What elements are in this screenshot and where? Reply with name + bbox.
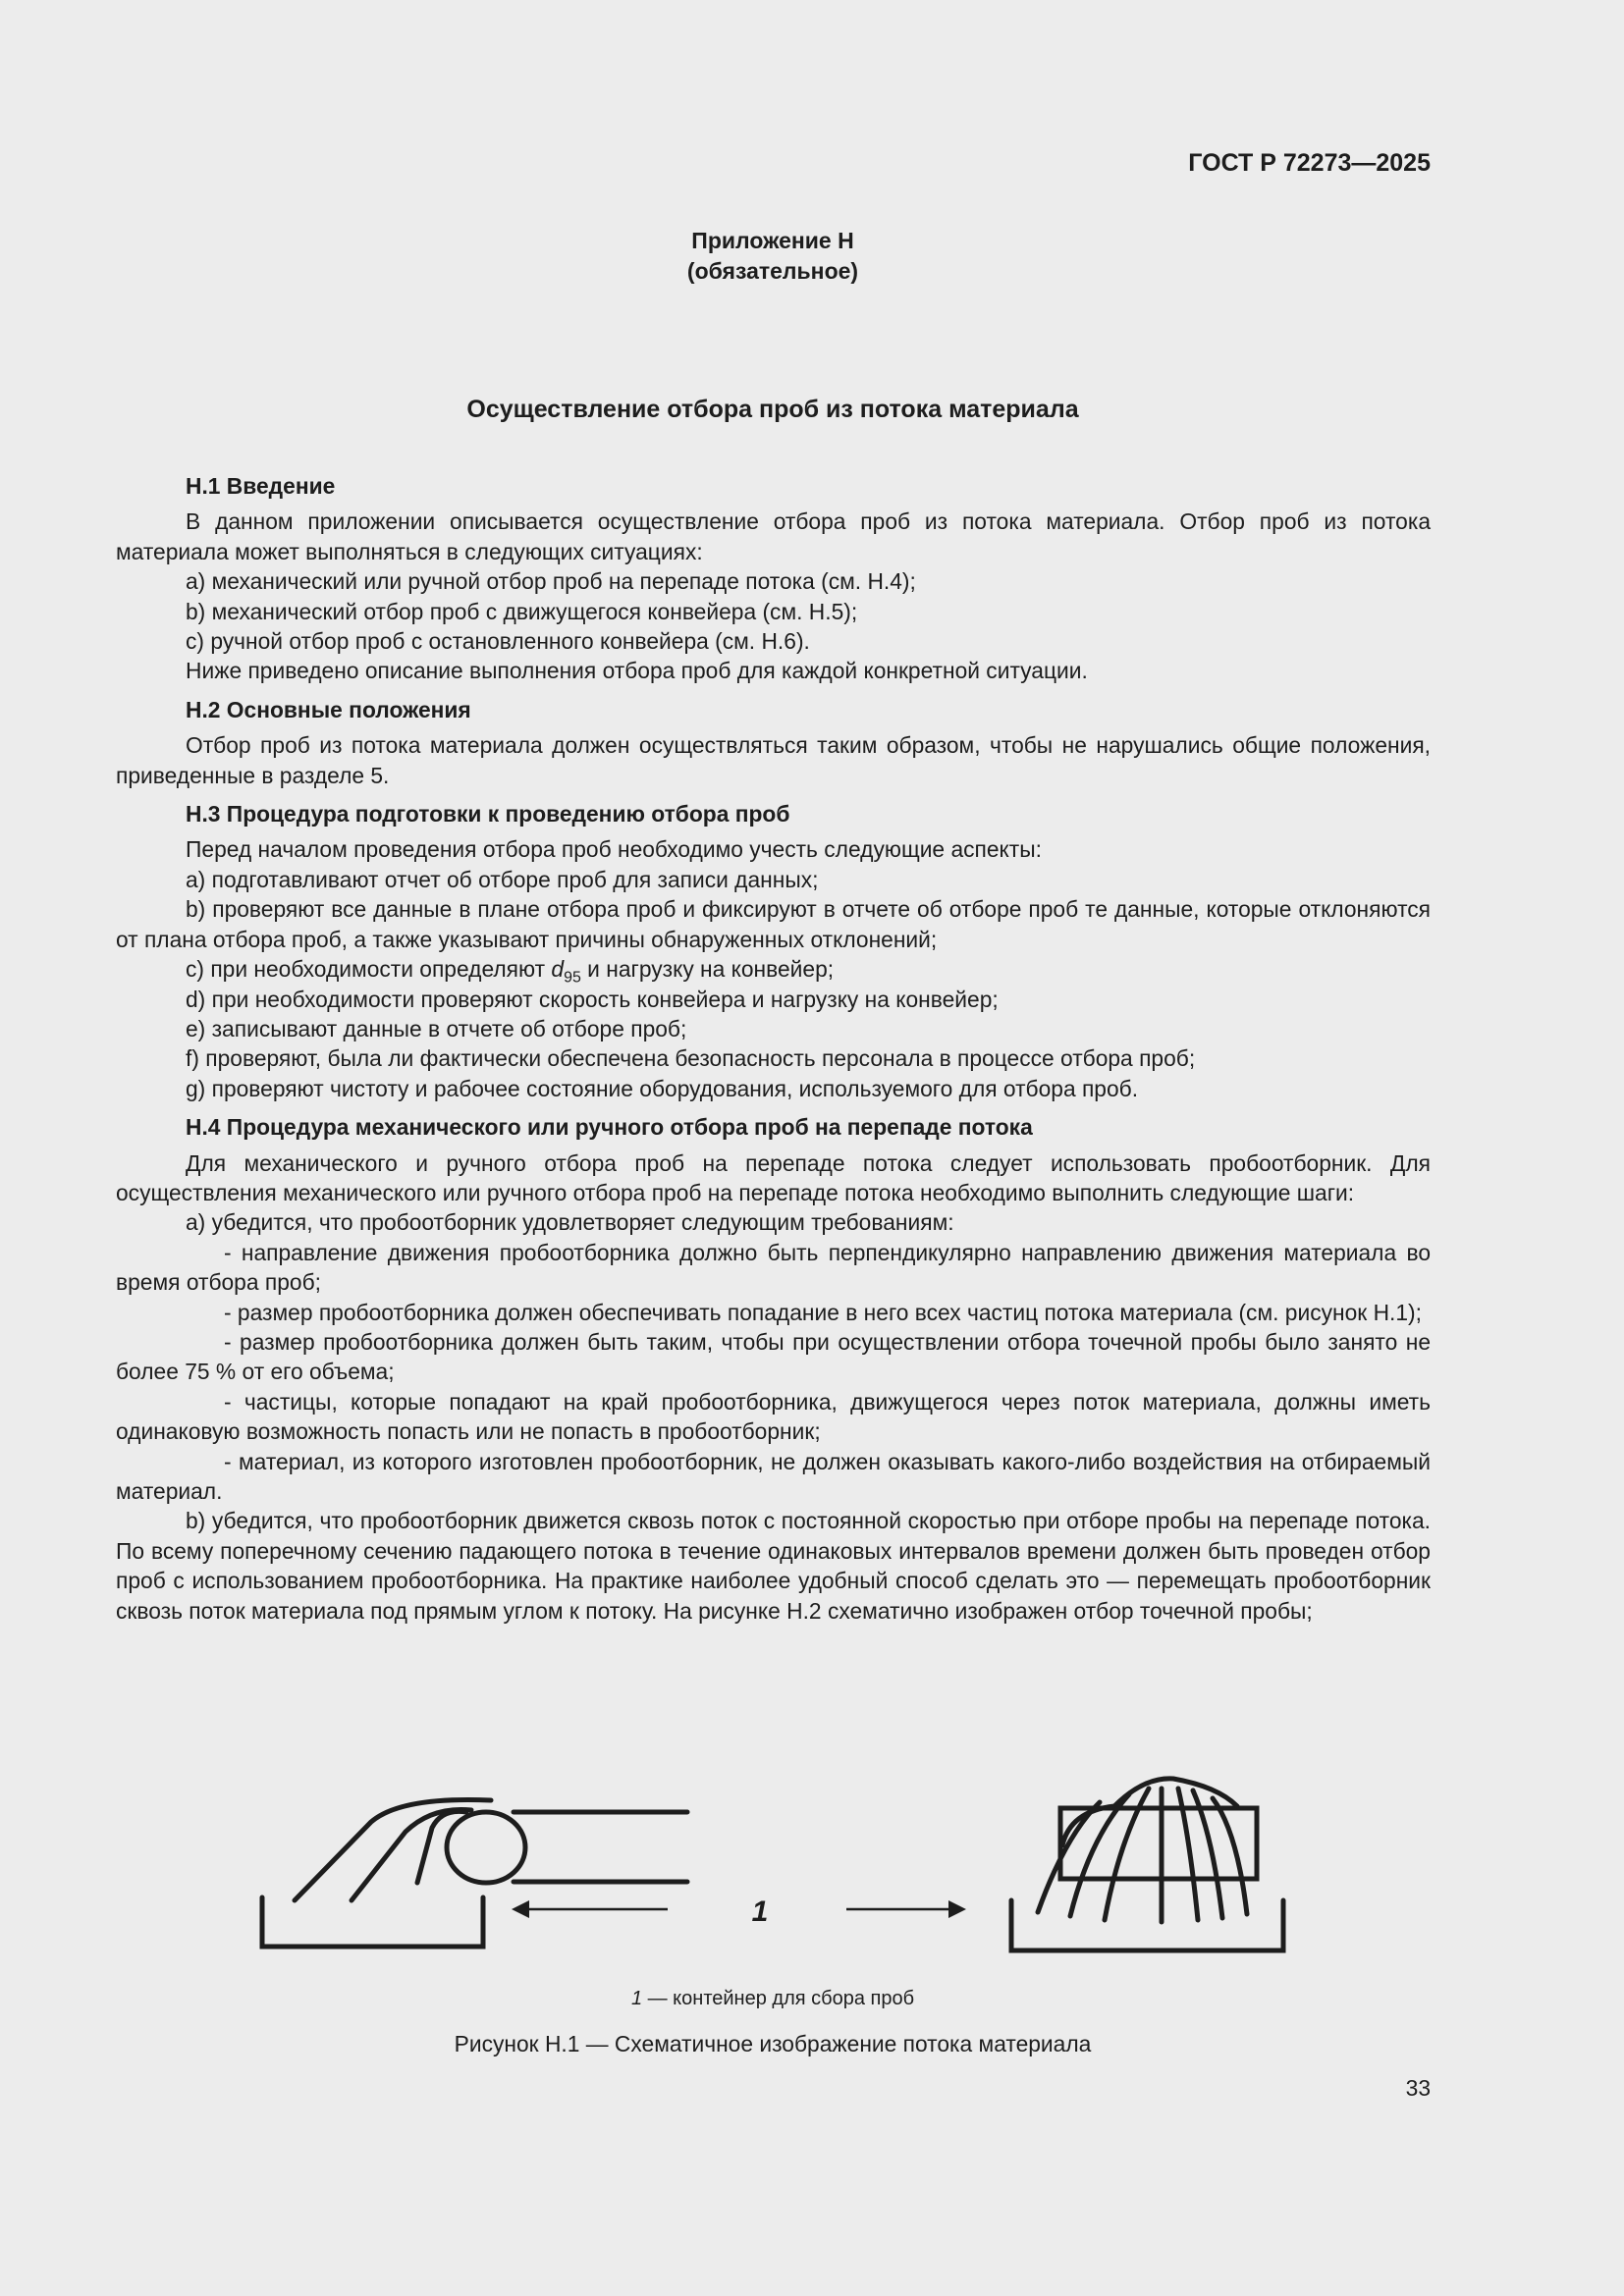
- list-item-text: c) при необходимости определяют: [186, 956, 552, 983]
- appendix-title: Приложение Н: [691, 228, 854, 253]
- list-item: b) проверяют все данные в плане отбора проб и фиксируют в отчете об отборе проб те данные, которые отклоняются от плана отбора проб, а также указывают причины обнаруженных отклонений;: [116, 896, 1431, 952]
- list-item-text: и нагрузку на конвейер;: [580, 956, 835, 983]
- dash-item: - частицы, которые попадают на край пробоотборника, движущегося через поток материала, должны иметь одинаковую возможность попасть или не попасть в пробоотборник;: [116, 1388, 1431, 1445]
- main-title: Осуществление отбора проб из потока материала: [466, 396, 1079, 423]
- section-heading-h2: Н.2 Основные положения: [186, 696, 471, 722]
- list-item: c) ручной отбор проб с остановленного конвейера (см. Н.6).: [186, 628, 810, 655]
- dash-item: - материал, из которого изготовлен пробоотборник, не должен оказывать какого-либо воздействия на отбираемый материал.: [116, 1448, 1431, 1504]
- list-item: [116, 954, 1431, 987]
- sampler-frame: [1060, 1808, 1257, 1879]
- arrow-right-head: [948, 1900, 966, 1918]
- figure-caption: Рисунок Н.1 — Схематичное изображение потока материала: [454, 2031, 1092, 2056]
- figure-material-flow: [245, 1757, 1316, 1973]
- document-body: [116, 471, 1431, 1626]
- paragraph: Для механического и ручного отбора проб на перепаде потока следует использовать пробоотборник. Для осуществления механического или ручного отбора проб на перепаде потока необходимо выполнить следующие шаги:: [116, 1149, 1431, 1205]
- dash-item: - размер пробоотборника должен обеспечивать попадание в него всех частиц потока материала (см. рисунок Н.1);: [224, 1299, 1422, 1325]
- section-heading-h3: Н.3 Процедура подготовки к проведению отбора проб: [186, 801, 790, 828]
- list-item: b) убедится, что пробоотборник движется сквозь поток с постоянной скоростью при отборе пробы на перепаде потока. По всему поперечному сечению падающего потока в течение одинаковых интервалов времени должен быть проведен отбор проб с использованием пробоотборника. На практике наиболее удобный способ сделать это — перемещать пробоотборник сквозь поток материала под прямым углом к потоку. На рисунке Н.2 схематично изображен отбор точечной пробы;: [116, 1508, 1431, 1624]
- list-item: e) записывают данные в отчете об отборе проб;: [186, 1015, 687, 1041]
- list-item: a) подготавливают отчет об отборе проб для записи данных;: [186, 866, 819, 892]
- conveyor-drum: [447, 1812, 525, 1883]
- figure-label: 1: [751, 1896, 769, 1928]
- appendix-status: (обязательное): [686, 258, 859, 284]
- legend-text: — контейнер для сбора проб: [642, 1988, 915, 2009]
- paragraph: Ниже приведено описание выполнения отбора проб для каждой конкретной ситуации.: [186, 658, 1088, 684]
- list-item: f) проверяют, была ли фактически обеспечена безопасность персонала в процессе отбора проб;: [186, 1045, 1196, 1072]
- list-item: a) механический или ручной отбор проб на перепаде потока (см. Н.4);: [186, 568, 916, 595]
- section-heading-h1: Н.1 Введение: [186, 473, 336, 499]
- figure-legend: [0, 1988, 1545, 2010]
- paragraph: В данном приложении описывается осуществление отбора проб из потока материала. Отбор проб из потока материала может выполняться в следующих ситуациях:: [116, 508, 1431, 564]
- list-item: b) механический отбор проб с движущегося конвейера (см. Н.5);: [186, 598, 858, 624]
- dash-item: - размер пробоотборника должен быть таким, чтобы при осуществлении отбора точечной пробы было занято не более 75 % от его объема;: [116, 1328, 1431, 1385]
- list-item: d) при необходимости проверяют скорость конвейера и нагрузку на конвейер;: [186, 986, 999, 1012]
- list-item: g) проверяют чистоту и рабочее состояние оборудования, используемого для отбора проб.: [186, 1075, 1139, 1101]
- sample-container-right: [1011, 1900, 1283, 1950]
- paragraph: Отбор проб из потока материала должен осуществляться таким образом, чтобы не нарушались общие положения, приведенные в разделе 5.: [116, 732, 1431, 788]
- list-item: a) убедится, что пробоотборник удовлетворяет следующим требованиям:: [186, 1209, 954, 1236]
- arrow-left-head: [512, 1900, 529, 1918]
- variable-subscript: 95: [564, 969, 581, 987]
- section-heading-h4: Н.4 Процедура механического или ручного отбора проб на перепаде потока: [186, 1114, 1033, 1141]
- document-id: ГОСТ Р 72273—2025: [1188, 149, 1431, 177]
- dash-item: - направление движения пробоотборника должно быть перпендикулярно направлению движения материала во время отбора проб;: [116, 1239, 1431, 1296]
- sample-container-left: [262, 1897, 483, 1947]
- legend-number: 1: [630, 1988, 643, 2009]
- page-number: 33: [1405, 2075, 1431, 2101]
- variable-d: d: [551, 956, 565, 983]
- paragraph: Перед началом проведения отбора проб необходимо учесть следующие аспекты:: [186, 836, 1042, 863]
- appendix-heading: [0, 226, 1545, 287]
